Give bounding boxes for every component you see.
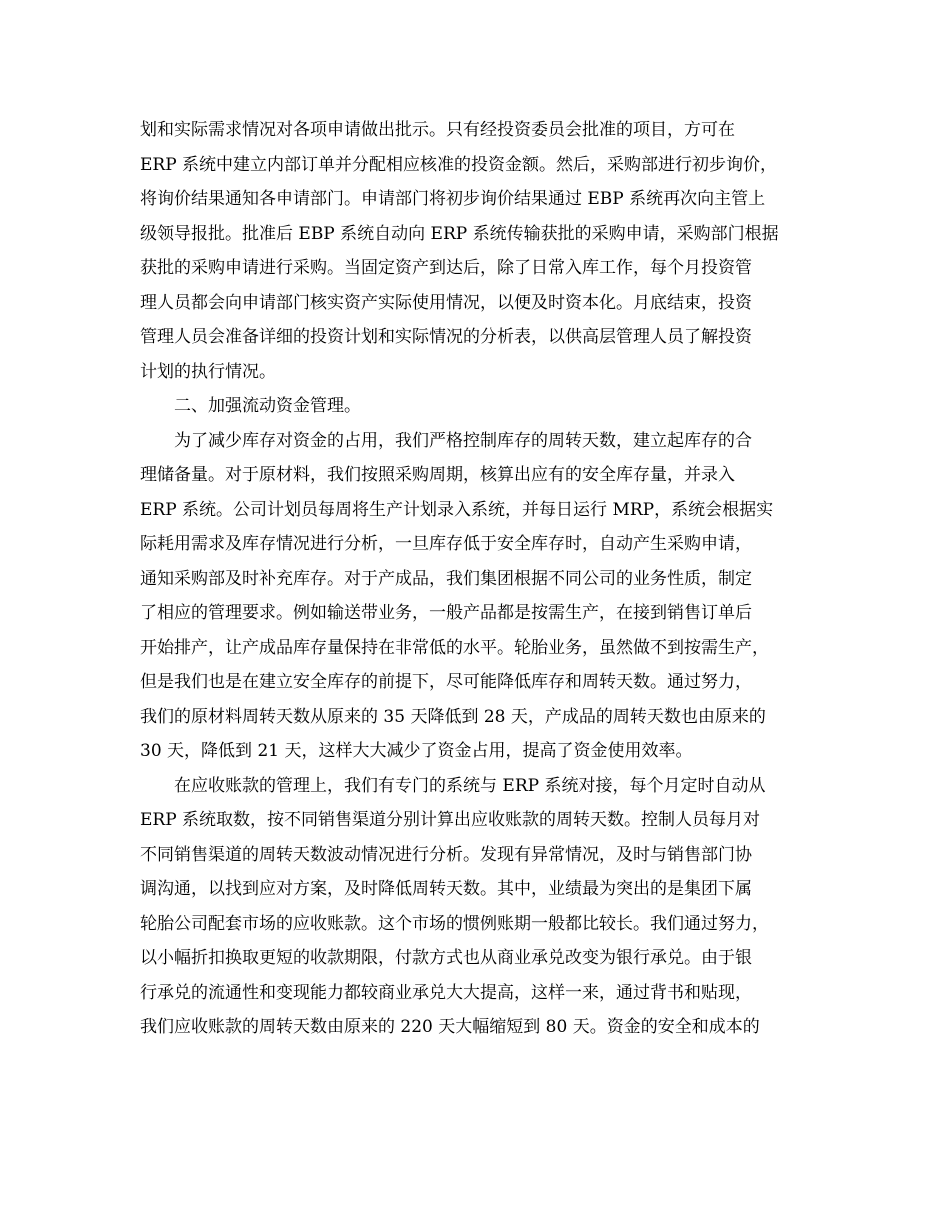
text-line: 二、加强流动资金管理。: [174, 396, 361, 416]
text-line: 调沟通，以找到应对方案，及时降低周转天数。其中，业绩最为突出的是集团下属: [140, 879, 752, 899]
text-line: 理人员都会向申请部门核实资产实际使用情况，以便及时资本化。月底结束，投资: [140, 292, 752, 313]
text-line: 管理人员会准备详细的投资计划和实际情况的分析表，以供高层管理人员了解投资: [140, 327, 752, 347]
text-line: 以小幅折扣换取更短的收款期限，付款方式也从商业承兑改变为银行承兑。由于银: [140, 948, 752, 968]
text-line: 划和实际需求情况对各项申请做出批示。只有经投资委员会批准的项目，方可在: [140, 120, 735, 140]
text-line: 我们应收账款的周转天数由原来的 220 天大幅缩短到 80 天。资金的安全和成本的: [140, 1017, 760, 1037]
text-line: 不同销售渠道的周转天数波动情况进行分析。发现有异常情况，及时与销售部门协: [140, 844, 752, 865]
text-line: 30 天，降低到 21 天，这样大大减少了资金占用，提高了资金使用效率。: [140, 741, 693, 761]
text-line: 轮胎公司配套市场的应收账款。这个市场的惯例账期一般都比较长。我们通过努力，: [140, 913, 769, 934]
text-line: 我们的原材料周转天数从原来的 35 天降低到 28 天，产成品的周转天数也由原来的: [140, 706, 766, 727]
text-line: 计划的执行情况。: [140, 361, 276, 382]
text-line: 为了减少库存对资金的占用，我们严格控制库存的周转天数，建立起库存的合: [174, 430, 752, 451]
document-body: [140, 113, 840, 1045]
text-line: 获批的采购申请进行采购。当固定资产到达后，除了日常入库工作，每个月投资管: [140, 258, 752, 278]
text-line: 但是我们也是在建立安全库存的前提下，尽可能降低库存和周转天数。通过努力，: [140, 672, 752, 692]
text-line: 在应收账款的管理上，我们有专门的系统与 ERP 系统对接，每个月定时自动从: [174, 775, 766, 796]
text-line: 际耗用需求及库存情况进行分析，一旦库存低于安全库存时，自动产生采购申请，: [140, 534, 752, 554]
text-line: ERP 系统取数，按不同销售渠道分别计算出应收账款的周转天数。控制人员每月对: [140, 810, 761, 830]
text-line: 了相应的管理要求。例如输送带业务，一般产品都是按需生产，在接到销售订单后: [140, 603, 752, 623]
text-line: 级领导报批。批准后 EBP 系统自动向 ERP 系统传输获批的采购申请，采购部门根据: [140, 223, 779, 244]
text-line: 理储备量。对于原材料，我们按照采购周期，核算出应有的安全库存量，并录入: [140, 465, 735, 485]
text-line: 行承兑的流通性和变现能力都较商业承兑大大提高，这样一来，通过背书和贴现，: [140, 982, 752, 1003]
text-line: 将询价结果通知各申请部门。申请部门将初步询价结果通过 EBP 系统再次向主管上: [140, 189, 766, 209]
text-line: 通知采购部及时补充库存。对于产成品，我们集团根据不同公司的业务性质，制定: [140, 568, 752, 589]
text-line: ERP 系统。公司计划员每周将生产计划录入系统，并每日运行 MRP，系统会根据实: [140, 499, 774, 520]
text-line: 开始排产，让产成品库存量保持在非常低的水平。轮胎业务，虽然做不到按需生产，: [140, 637, 769, 658]
text-line: ERP 系统中建立内部订单并分配相应核准的投资金额。然后，采购部进行初步询价，: [140, 154, 778, 175]
